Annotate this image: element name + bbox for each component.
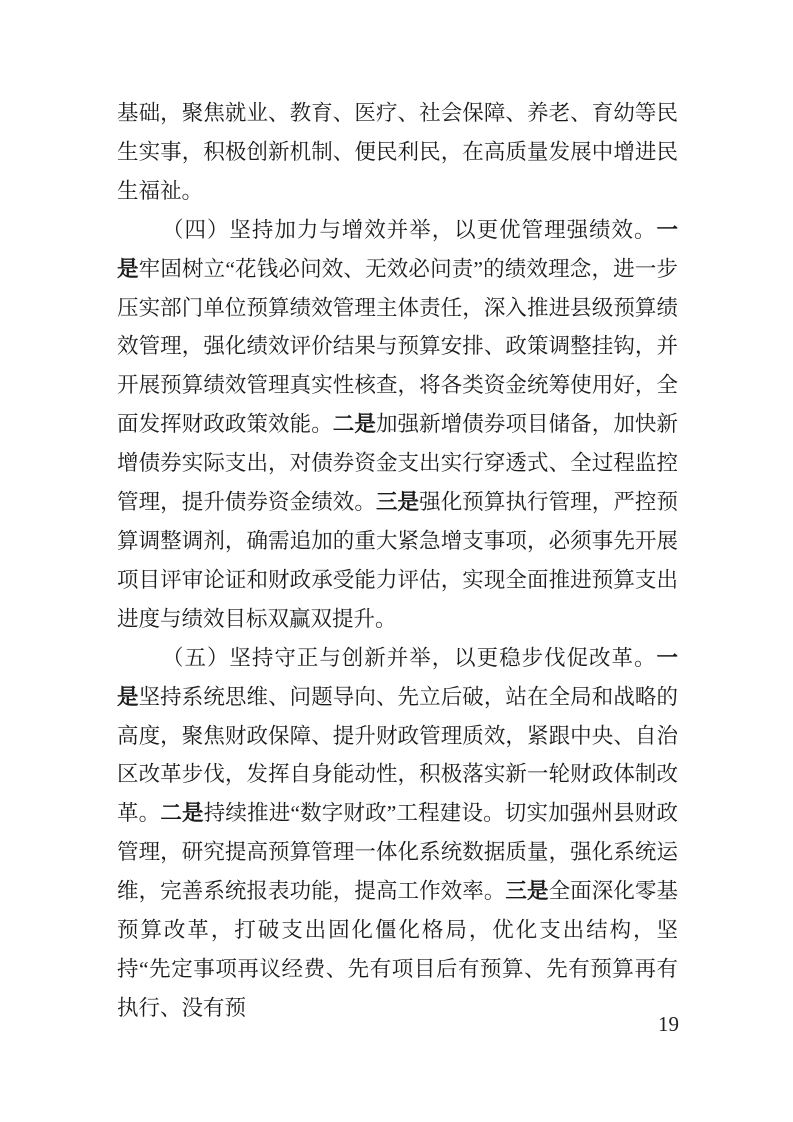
emphasis-run: 三是 [375,490,420,515]
body-text-run: 强化预算执行管理，严控预算调整调剂，确需追加的重大紧急增支事项，必须事先开展项目评审论证和财政承受能力评估，实现全面推进预算支出进度与绩效目标双赢双提升。 [117,490,678,631]
body-text-run: 牢固树立“花钱必问效、无效必问责”的绩效理念，进一步压实部门单位预算绩效管理主体责任，深入推进县级预算绩效管理，强化绩效评价结果与预算安排、政策调整挂钩，并开展预算绩效管理真实性核查，将各类资金统筹使用好，全面发挥财政政策效能。 [117,256,678,437]
paragraph-continuation [117,94,678,211]
emphasis-run: 二是 [332,412,376,437]
emphasis-run: 二是 [160,801,204,826]
body-text-run: 全面深化零基预算改革，打破支出固化僵化格局，优化支出结构，坚持“先定事项再议经费、先有项目后有预算、先有预算再有执行、没有预 [117,879,678,1020]
body-text-run: 加强新增债券项目储备，加快新增债券实际支出，对债券资金支出实行穿透式、全过程监控管理，提升债券资金绩效。 [117,412,678,515]
body-text-run: 坚持系统思维、问题导向、先立后破，站在全局和战略的高度，聚焦财政保障、提升财政管理质效，紧跟中央、自治区改革步伐，发挥自身能动性，积极落实新一轮财政体制改革。 [117,684,678,826]
paragraph-section-4 [117,211,678,639]
emphasis-run: 一是 [117,645,678,709]
body-text-run: （五）坚持守正与创新并举，以更稳步伐促改革。 [162,645,657,670]
page-number: 19 [658,1012,679,1036]
paragraph-section-5 [117,639,678,1028]
body-text-run: （四）坚持加力与增效并举，以更优管理强绩效。 [162,217,657,242]
emphasis-run: 一是 [117,217,678,281]
body-text-run: 基础，聚焦就业、教育、医疗、社会保障、养老、育幼等民生实事，积极创新机制、便民利民，在高质量发展中增进民生福祉。 [117,101,678,203]
emphasis-run: 三是 [505,879,549,904]
document-body [117,94,678,1028]
body-text-run: 持续推进“数字财政”工程建设。切实加强州县财政管理，研究提高预算管理一体化系统数据质量，强化系统运维，完善系统报表功能，提高工作效率。 [117,801,678,904]
